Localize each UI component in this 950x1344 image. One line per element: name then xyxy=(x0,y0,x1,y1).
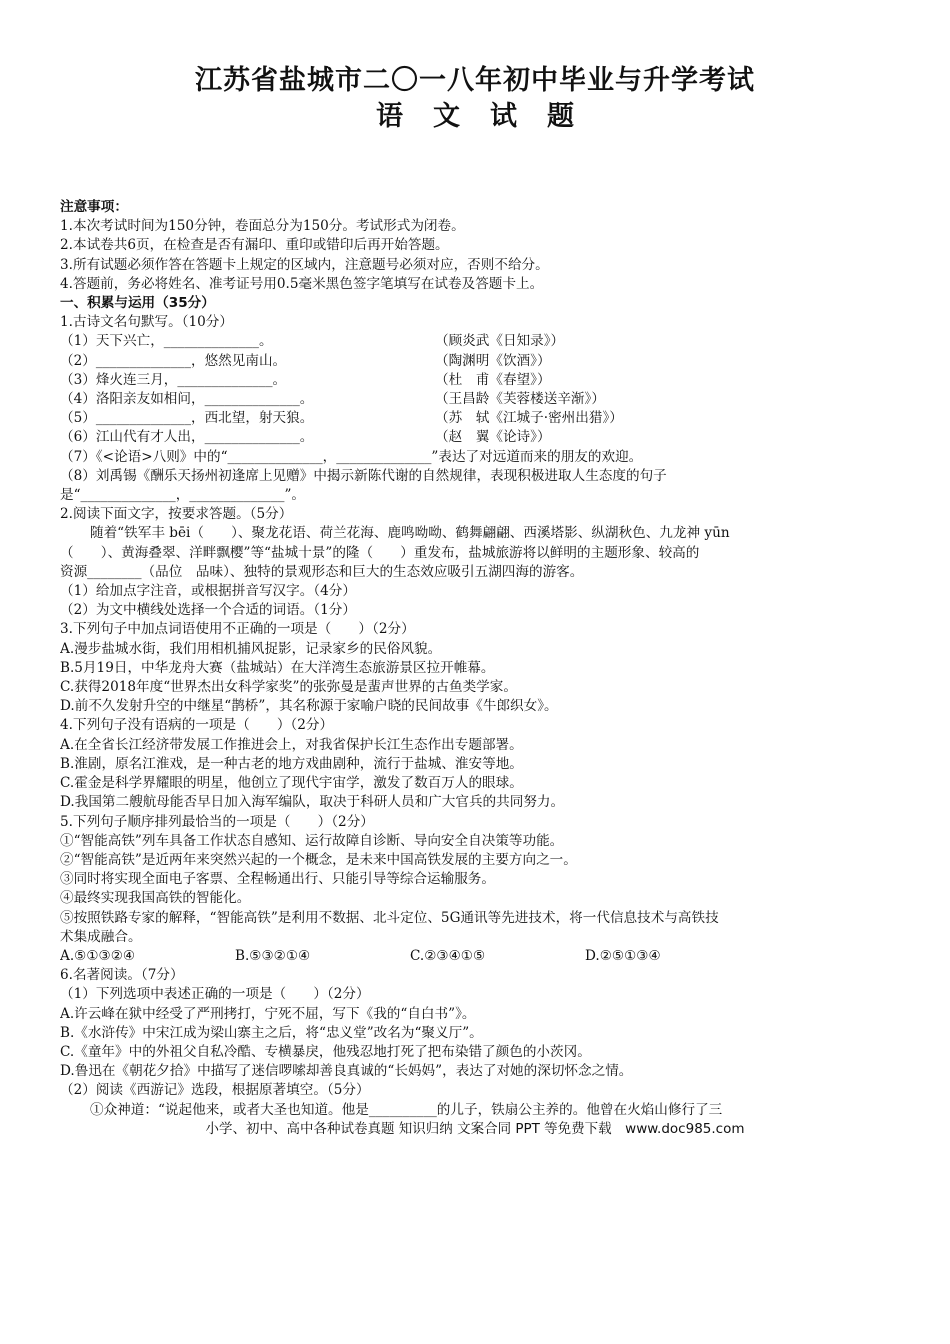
sub-question: （2）阅读《西游记》选段，根据原著填空。（5分） xyxy=(60,1082,370,1099)
section-heading: 一、积累与运用（35分） xyxy=(60,295,215,312)
passage-line: （ ）、黄海叠翠、洋畔飘樱”等“盐城十景”的隆（ ）重发布，盐城旅游将以鲜明的主题形象、较高的 xyxy=(60,544,700,561)
question-line: （8）刘禹锡《酬乐天扬州初逢席上见赠》中揭示新陈代谢的自然规律，表现积极进取人生态度的句子 xyxy=(60,467,667,484)
question-line: 是“______________，______________”。 xyxy=(60,487,305,504)
poem-line-source: （王昌龄《芙蓉楼送辛渐》） xyxy=(435,391,605,408)
exam-content xyxy=(60,198,892,1120)
sentence: ③同时将实现全面电子客票、全程畅通出行、只能引导等综合运输服务。 xyxy=(60,871,495,888)
option: B.⑤③②①④ xyxy=(235,947,311,964)
poem-line-source: （顾炎武《日知录》） xyxy=(435,333,565,350)
option: B.《水浒传》中宋江成为梁山寨主之后，将“忠义堂”改名为“聚义厅”。 xyxy=(60,1024,483,1041)
option: A.许云峰在狱中经受了严刑拷打，宁死不屈，写下《我的“自白书”》。 xyxy=(60,1005,476,1022)
poem-line xyxy=(60,352,892,371)
option: C.②③④①⑤ xyxy=(410,947,486,964)
question-line: （7）《<论语>八则》中的“______________，______________”表达了对远道而来的朋友的欢迎。 xyxy=(60,448,643,465)
sentence: ④最终实现我国高铁的智能化。 xyxy=(60,890,251,907)
option: C.霍金是科学界耀眼的明星，他创立了现代宇宙学，激发了数百万人的眼球。 xyxy=(60,775,523,792)
question-stem: 2.阅读下面文字，按要求答题。（5分） xyxy=(60,506,293,523)
question-stem: 5.下列句子顺序排列最恰当的一项是（ ）（2分） xyxy=(60,813,374,830)
sub-question: （2）为文中横线处选择一个合适的词语。（1分） xyxy=(60,602,356,619)
poem-line-question: （3）烽火连三月，______________。 xyxy=(60,371,287,388)
option: B.淮剧，原名江淮戏，是一种古老的地方戏曲剧种，流行于盐城、淮安等地。 xyxy=(60,755,523,772)
sub-question: （1）下列选项中表述正确的一项是（ ）（2分） xyxy=(60,986,370,1003)
sub-question: （1）给加点字注音，或根据拼音写汉字。（4分） xyxy=(60,583,356,600)
option: D.我国第二艘航母能否早日加入海军编队，取决于科研人员和广大官兵的共同努力。 xyxy=(60,794,565,811)
option: D.②⑤①③④ xyxy=(585,947,661,964)
poem-line-question: （1）天下兴亡，______________。 xyxy=(60,333,273,350)
notice-heading: 注意事项： xyxy=(60,199,128,215)
poem-line-question: （5）______________，西北望，射天狼。 xyxy=(60,410,314,427)
poem-line-question: （4）洛阳亲友如相问，______________。 xyxy=(60,391,314,408)
question-stem: 3.下列句子中加点词语使用不正确的一项是（ ）（2分） xyxy=(60,621,415,638)
question-stem: 1.古诗文名句默写。（10分） xyxy=(60,314,233,331)
sentence: 术集成融合。 xyxy=(60,928,142,945)
poem-line xyxy=(60,371,892,390)
option: A.漫步盐城水街，我们用相机捕风捉影，记录家乡的民俗风貌。 xyxy=(60,640,442,657)
notice-item: 1.本次考试时间为150分钟，卷面总分为150分。考试形式为闭卷。 xyxy=(60,218,465,235)
option: D.鲁迅在《朝花夕拾》中描写了迷信啰嗦却善良真诚的“长妈妈”，表达了对她的深切怀念之情。 xyxy=(60,1063,633,1080)
poem-line-source: （杜 甫《春望》） xyxy=(435,371,551,388)
option: B.5月19日，中华龙舟大赛（盐城站）在大洋湾生态旅游景区拉开帷幕。 xyxy=(60,659,495,676)
notice-item: 3.所有试题必须作答在答题卡上规定的区域内，注意题号必须对应，否则不给分。 xyxy=(60,256,549,273)
option: C.获得2018年度“世界杰出女科学家奖”的张弥曼是蜚声世界的古鱼类学家。 xyxy=(60,679,517,696)
option: A.在全省长江经济带发展工作推进会上，对我省保护长江生态作出专题部署。 xyxy=(60,736,523,753)
passage-line: 随着“铁军丰 bēi（ ）、聚龙花语、荷兰花海、鹿鸣呦呦、鹤舞翩翩、西溪塔影、纵湖秋色、九龙神 yūn xyxy=(90,525,730,542)
option-row xyxy=(60,947,892,966)
footer-note: 小学、初中、高中各种试卷真题 知识归纳 文案合同 PPT 等免费下载 www.doc985.com xyxy=(205,1121,745,1137)
poem-line-source: （苏 轼《江城子·密州出猎》） xyxy=(435,410,623,427)
option: C.《童年》中的外祖父自私冷酷、专横暴戾，他残忍地打死了把布染错了颜色的小茨冈。 xyxy=(60,1043,591,1060)
poem-line xyxy=(60,390,892,409)
excerpt-line: ①众神道：“说起他来，或者大圣也知道。他是__________的儿子，铁扇公主养的。他曾在火焰山修行了三 xyxy=(90,1101,723,1118)
sentence: ①“智能高铁”列车具备工作状态自感知、运行故障自诊断、导向安全自决策等功能。 xyxy=(60,832,564,849)
poem-line-source: （赵 翼《论诗》） xyxy=(435,429,551,446)
question-stem: 6.名著阅读。（7分） xyxy=(60,967,184,984)
poem-line xyxy=(60,409,892,428)
notice-item: 2.本试卷共6页，在检查是否有漏印、重印或错印后再开始答题。 xyxy=(60,237,449,254)
option: A.⑤①③②④ xyxy=(60,947,136,964)
notice-item: 4.答题前，务必将姓名、准考证号用0.5毫米黑色签字笔填写在试卷及答题卡上。 xyxy=(60,275,544,292)
exam-subtitle: 语文试题 xyxy=(376,101,604,132)
sentence: ②“智能高铁”是近两年来突然兴起的一个概念，是未来中国高铁发展的主要方向之一。 xyxy=(60,851,577,868)
option: D.前不久发射升空的中继星“鹊桥”，其名称源于家喻户晓的民间故事《牛郎织女》。 xyxy=(60,698,558,715)
question-stem: 4.下列句子没有语病的一项是（ ）（2分） xyxy=(60,717,334,734)
sentence: ⑤按照铁路专家的解释，“智能高铁”是利用不数据、北斗定位、5G通讯等先进技术，将一代信息技术与高铁技 xyxy=(60,909,719,926)
poem-line-source: （陶渊明《饮酒》） xyxy=(435,352,551,369)
poem-line-question: （2）______________，悠然见南山。 xyxy=(60,352,287,369)
poem-line-question: （6）江山代有才人出，______________。 xyxy=(60,429,314,446)
passage-line: 资源________（品位 品味）、独特的景观形态和巨大的生态效应吸引五湖四海的游客。 xyxy=(60,563,584,580)
poem-line xyxy=(60,428,892,447)
poem-line xyxy=(60,332,892,351)
exam-title: 江苏省盐城市二〇一八年初中毕业与升学考试 xyxy=(195,65,755,96)
